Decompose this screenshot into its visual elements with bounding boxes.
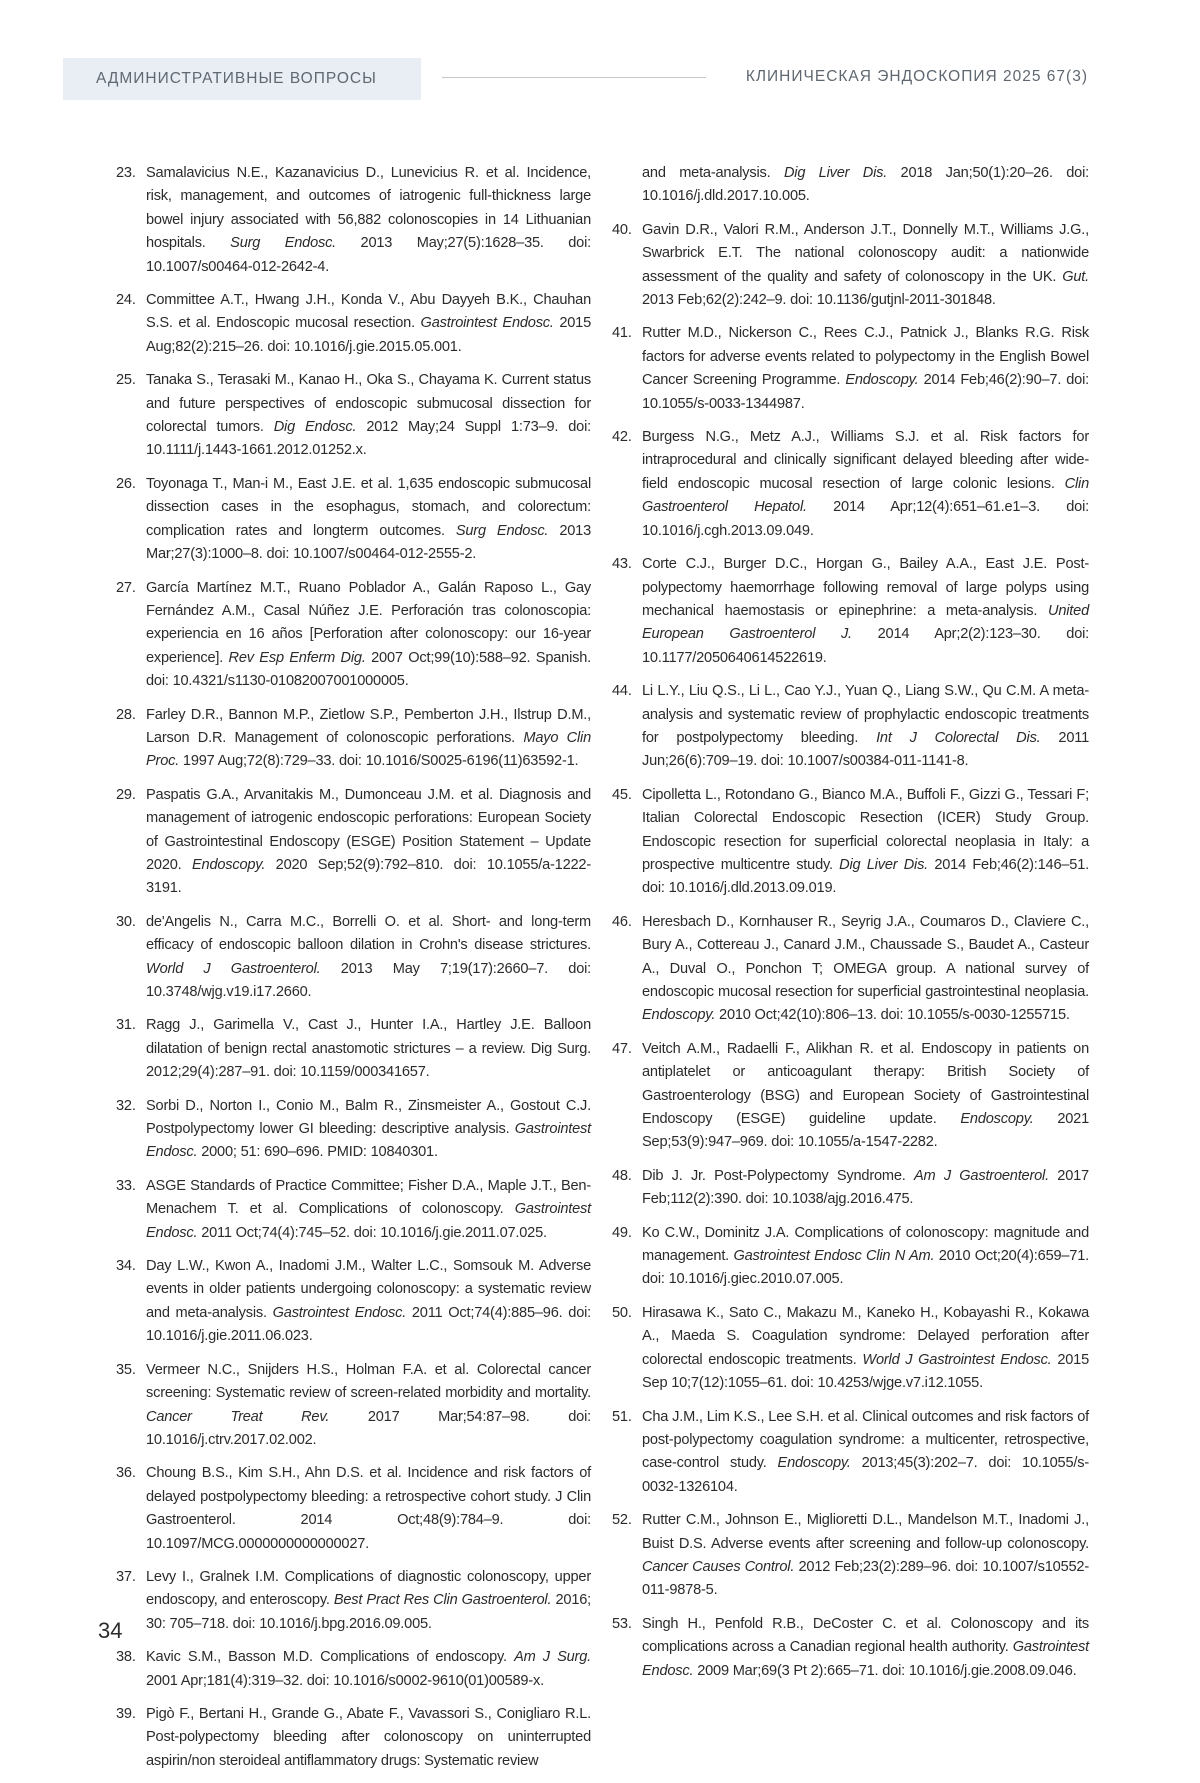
reference-item bbox=[116, 784, 591, 901]
reference-number: 48. bbox=[612, 1167, 632, 1184]
reference-column-right bbox=[612, 162, 1089, 1693]
reference-item bbox=[612, 1165, 1089, 1212]
reference-number: 34. bbox=[116, 1258, 136, 1275]
reference-number: 41. bbox=[612, 325, 632, 342]
reference-text: de'Angelis N., Carra M.C., Borrelli O. et al. Short- and long-term efficacy of endoscopic balloon dilation in Crohn's disease strictures. World J Gastroenterol. 2013 May 7;19(17):2660–7. doi: 10.3748/wjg.v19.i17.2660. bbox=[146, 913, 592, 1000]
reference-item bbox=[612, 1613, 1089, 1683]
reference-text: Paspatis G.A., Arvanitakis M., Dumonceau J.M. et al. Diagnosis and management of iatrogenic endoscopic perforations: European Society of Gastrointestinal Endoscopy (ESGE) Position Statement – Update 2020. Endoscopy. 2020 Sep;52(9):792–810. doi: 10.1055/a-1222-3191. bbox=[146, 786, 591, 897]
reference-text: and meta-analysis. Dig Liver Dis. 2018 Jan;50(1):20–26. doi: 10.1016/j.dld.2017.10.005. bbox=[642, 165, 1089, 205]
reference-number: 38. bbox=[116, 1649, 136, 1666]
reference-item bbox=[116, 473, 591, 567]
page-number: 34 bbox=[98, 1618, 123, 1643]
reference-text: Toyonaga T., Man-i M., East J.E. et al. 1,635 endoscopic submucosal dissection cases in the esophagus, stomach, and colorectum: complication rates and longterm outcomes. Surg Endosc. 2013 Mar;27(3):1000–8. doi: 10.1007/s00464-012-2555-2. bbox=[146, 475, 591, 563]
reference-number: 37. bbox=[116, 1568, 136, 1585]
reference-item bbox=[116, 1646, 591, 1693]
reference-text: Cipolletta L., Rotondano G., Bianco M.A., Buffoli F., Gizzi G., Tessari F; Italian Colorectal Endoscopic Resection (ICER) Study Group. Endoscopic resection for superficial colorectal neoplasia in Italy: a prospective multicentre study. Dig Liver Dis. 2014 Feb;46(2):146–51. doi: 10.1016/j.dld.2013.09.019. bbox=[642, 786, 1089, 897]
reference-item bbox=[612, 1222, 1089, 1292]
reference-text: Levy I., Gralnek I.M. Complications of diagnostic colonoscopy, upper endoscopy, and enteroscopy. Best Pract Res Clin Gastroenterol. 2016; 30: 705–718. doi: 10.1016/j.bpg.2016.09.005. bbox=[146, 1568, 592, 1632]
reference-item bbox=[116, 1566, 591, 1636]
reference-text: Ragg J., Garimella V., Cast J., Hunter I.A., Hartley J.E. Balloon dilatation of benign rectal anastomotic strictures – a review. Dig Surg. 2012;29(4):287–91. doi: 10.1159/000341657. bbox=[146, 1017, 591, 1081]
reference-text: Sorbi D., Norton I., Conio M., Balm R., Zinsmeister A., Gostout C.J. Postpolypectomy lower GI bleeding: descriptive analysis. Gastrointest Endosc. 2000; 51: 690–696. PMID: 10840301. bbox=[146, 1097, 591, 1161]
reference-text: Li L.Y., Liu Q.S., Li L., Cao Y.J., Yuan Q., Liang S.W., Qu C.M. A meta-analysis and systematic review of prophylactic endoscopic treatments for postpolypectomy bleeding. Int J Colorectal Dis. 2011 Jun;26(6):709–19. doi: 10.1007/s00384-011-1141-8. bbox=[642, 683, 1090, 770]
reference-text: Farley D.R., Bannon M.P., Zietlow S.P., Pemberton J.H., Ilstrup D.M., Larson D.R. Management of colonoscopic perforations. Mayo Clin Proc. 1997 Aug;72(8):729–33. doi: 10.1016/S0025-6196(11)63592-1. bbox=[146, 706, 591, 770]
reference-text: Singh H., Penfold R.B., DeCoster C. et al. Colonoscopy and its complications across a Canadian regional health authority. Gastrointest Endosc. 2009 Mar;69(3 Pt 2):665–71. doi: 10.1016/j.gie.2008.09.046. bbox=[642, 1615, 1089, 1679]
reference-list-right bbox=[612, 162, 1089, 1683]
reference-number: 40. bbox=[612, 221, 632, 238]
reference-item bbox=[116, 1462, 591, 1556]
reference-item bbox=[612, 1302, 1089, 1396]
reference-number: 29. bbox=[116, 786, 136, 803]
reference-text: Hirasawa K., Sato C., Makazu M., Kaneko H., Kobayashi R., Kokawa A., Maeda S. Coagulation syndrome: Delayed perforation after colorectal endoscopic treatments. World J Gastrointest Endosc. 2015 Sep 10;7(12):1055–61. doi: 10.4253/wjge.v7.i12.1055. bbox=[642, 1304, 1089, 1392]
reference-text: Corte C.J., Burger D.C., Horgan G., Bailey A.A., East J.E. Post-polypectomy haemorrhage following removal of large polyps using mechanical haemostasis or epinephrine: a meta-analysis. United European Gastroenterol J. 2014 Apr;2(2):123–30. doi: 10.1177/2050640614522619. bbox=[642, 556, 1090, 666]
reference-item bbox=[612, 322, 1089, 416]
reference-number: 51. bbox=[612, 1408, 632, 1425]
reference-item bbox=[116, 911, 591, 1005]
reference-item bbox=[116, 577, 591, 694]
reference-item bbox=[116, 162, 591, 279]
reference-item bbox=[612, 784, 1089, 901]
reference-item bbox=[612, 1406, 1089, 1500]
reference-item bbox=[116, 1359, 591, 1453]
reference-number: 39. bbox=[116, 1705, 136, 1722]
reference-text: Rutter M.D., Nickerson C., Rees C.J., Patnick J., Blanks R.G. Risk factors for adverse events related to polypectomy in the English Bowel Cancer Screening Programme. Endoscopy. 2014 Feb;46(2):90–7. doi: 10.1055/s-0033-1344987. bbox=[642, 325, 1089, 412]
reference-text: Tanaka S., Terasaki M., Kanao H., Oka S., Chayama K. Current status and future perspectives of endoscopic submucosal dissection for colorectal tumors. Dig Endosc. 2012 May;24 Suppl 1:73–9. doi: 10.1111/j.1443-1661.2012.01252.x. bbox=[146, 372, 591, 459]
header-divider bbox=[442, 77, 706, 78]
reference-text: Ko C.W., Dominitz J.A. Complications of colonoscopy: magnitude and management. Gastrointest Endosc Clin N Am. 2010 Oct;20(4):659–71. doi: 10.1016/j.giec.2010.07.005. bbox=[642, 1224, 1089, 1288]
reference-item bbox=[116, 1095, 591, 1165]
reference-item bbox=[116, 289, 591, 359]
reference-text: Veitch A.M., Radaelli F., Alikhan R. et al. Endoscopy in patients on antiplatelet or anticoagulant therapy: British Society of Gastroenterology (BSG) and European Society of Gastrointestinal Endoscopy (ESGE) guideline update. Endoscopy. 2021 Sep;53(9):947–969. doi: 10.1055/a-1547-2282. bbox=[642, 1040, 1089, 1151]
reference-item bbox=[116, 1014, 591, 1084]
reference-number: 53. bbox=[612, 1615, 632, 1632]
reference-item bbox=[116, 1255, 591, 1349]
reference-list-left bbox=[116, 162, 591, 1773]
reference-text: Cha J.M., Lim K.S., Lee S.H. et al. Clinical outcomes and risk factors of post-polypectomy coagulation syndrome: a multicenter, retrospective, case-control study. Endoscopy. 2013;45(3):202–7. doi: 10.1055/s-0032-1326104. bbox=[642, 1408, 1090, 1495]
reference-text: Day L.W., Kwon A., Inadomi J.M., Walter L.C., Somsouk M. Adverse events in older patients undergoing colonoscopy: a systematic review and meta-analysis. Gastrointest Endosc. 2011 Oct;74(4):885–96. doi: 10.1016/j.gie.2011.06.023. bbox=[146, 1258, 592, 1345]
reference-item bbox=[612, 1509, 1089, 1603]
reference-number: 44. bbox=[612, 683, 632, 700]
reference-number: 26. bbox=[116, 475, 136, 492]
reference-number: 52. bbox=[612, 1512, 632, 1529]
reference-text: Heresbach D., Kornhauser R., Seyrig J.A., Coumaros D., Claviere C., Bury A., Cottereau J., Canard J.M., Chaussade S., Baudet A., Casteur A., Duval O., Ponchon T; OMEGA group. A national survey of endoscopic mucosal resection for superficial gastrointestinal neoplasia. Endoscopy. 2010 Oct;42(10):806–13. doi: 10.1055/s-0030-1255715. bbox=[642, 913, 1089, 1024]
reference-number: 50. bbox=[612, 1304, 632, 1321]
reference-text: Vermeer N.C., Snijders H.S., Holman F.A. et al. Colorectal cancer screening: Systematic review of screen-related morbidity and mortality. Cancer Treat Rev. 2017 Mar;54:87–98. doi: 10.1016/j.ctrv.2017.02.002. bbox=[146, 1361, 591, 1448]
reference-text: Gavin D.R., Valori R.M., Anderson J.T., Donnelly M.T., Williams J.G., Swarbrick E.T. The national colonoscopy audit: a nationwide assessment of the quality and safety of colonoscopy in the UK. Gut. 2013 Feb;62(2):242–9. doi: 10.1136/gutjnl-2011-301848. bbox=[642, 221, 1089, 309]
reference-number: 25. bbox=[116, 372, 136, 389]
reference-item bbox=[612, 911, 1089, 1028]
reference-number: 35. bbox=[116, 1361, 136, 1378]
reference-number: 46. bbox=[612, 913, 632, 930]
reference-number: 28. bbox=[116, 706, 136, 723]
reference-item bbox=[116, 1175, 591, 1245]
reference-text: Samalavicius N.E., Kazanavicius D., Lunevicius R. et al. Incidence, risk, management, and outcomes of iatrogenic full-thickness large bowel injury associated with 56,882 colonoscopies in 14 Lithuanian hospitals. Surg Endosc. 2013 May;27(5):1628–35. doi: 10.1007/s00464-012-2642-4. bbox=[146, 165, 591, 275]
reference-text: Kavic S.M., Basson M.D. Complications of endoscopy. Am J Surg. 2001 Apr;181(4):319–32. doi: 10.1016/s0002-9610(01)00589-x. bbox=[146, 1649, 591, 1689]
reference-item bbox=[612, 426, 1089, 543]
reference-item bbox=[612, 219, 1089, 313]
reference-text: ASGE Standards of Practice Committee; Fisher D.A., Maple J.T., Ben-Menachem T. et al. Complications of colonoscopy. Gastrointest Endosc. 2011 Oct;74(4):745–52. doi: 10.1016/j.gie.2011.07.025. bbox=[146, 1177, 591, 1241]
reference-item bbox=[116, 369, 591, 463]
reference-number: 23. bbox=[116, 165, 136, 181]
reference-number: 47. bbox=[612, 1040, 632, 1057]
reference-item bbox=[612, 680, 1089, 774]
reference-number: 36. bbox=[116, 1465, 136, 1482]
reference-item bbox=[116, 704, 591, 774]
reference-text: Pigò F., Bertani H., Grande G., Abate F., Vavassori S., Conigliaro R.L. Post-polypectomy bleeding after colonoscopy on uninterrupted aspirin/non steroideal antiflammatory drugs: Systematic review bbox=[146, 1705, 591, 1769]
header-section-band bbox=[63, 58, 421, 100]
reference-item bbox=[612, 1038, 1089, 1155]
reference-column-left bbox=[116, 162, 591, 1783]
reference-number: 43. bbox=[612, 556, 632, 573]
reference-number: 45. bbox=[612, 786, 632, 803]
reference-item-continued bbox=[612, 162, 1089, 209]
reference-number: 49. bbox=[612, 1224, 632, 1241]
reference-number: 42. bbox=[612, 429, 632, 446]
reference-number: 32. bbox=[116, 1097, 136, 1114]
reference-number: 24. bbox=[116, 292, 136, 309]
reference-number: 31. bbox=[116, 1017, 136, 1034]
reference-number: 27. bbox=[116, 579, 136, 596]
reference-text: García Martínez M.T., Ruano Poblador A., Galán Raposo L., Gay Fernández A.M., Casal Núñez J.E. Perforación tras colonoscopia: experiencia en 16 años [Perforation after colonoscopy: our 16-year experience]. Rev Esp Enferm Dig. 2007 Oct;99(10):588–92. Spanish. doi: 10.4321/s1130-01082007001000005. bbox=[146, 579, 591, 690]
reference-text: Rutter C.M., Johnson E., Miglioretti D.L., Mandelson M.T., Inadomi J., Buist D.S. Adverse events after screening and follow-up colonoscopy. Cancer Causes Control. 2012 Feb;23(2):289–96. doi: 10.1007/s10552-011-9878-5. bbox=[642, 1512, 1089, 1599]
reference-number: 33. bbox=[116, 1177, 136, 1194]
reference-text: Dib J. Jr. Post-Polypectomy Syndrome. Am J Gastroenterol. 2017 Feb;112(2):390. doi: 10.1038/ajg.2016.475. bbox=[642, 1167, 1089, 1208]
header-section-title: АДМИНИСТРАТИВНЫЕ ВОПРОСЫ bbox=[96, 70, 377, 87]
header-journal-title: КЛИНИЧЕСКАЯ ЭНДОСКОПИЯ 2025 67(3) bbox=[745, 68, 1088, 85]
reference-text: Burgess N.G., Metz A.J., Williams S.J. et al. Risk factors for intraprocedural and clinically significant delayed bleeding after wide-field endoscopic mucosal resection of large colonic lesions. Clin Gastroenterol Hepatol. 2014 Apr;12(4):651–61.e1–3. doi: 10.1016/j.cgh.2013.09.049. bbox=[642, 429, 1089, 539]
reference-item bbox=[612, 553, 1089, 670]
reference-number: 30. bbox=[116, 913, 136, 930]
reference-text: Choung B.S., Kim S.H., Ahn D.S. et al. Incidence and risk factors of delayed postpolypectomy bleeding: a retrospective cohort study. J Clin Gastroenterol. 2014 Oct;48(9):784–9. doi: 10.1097/MCG.0000000000000027. bbox=[146, 1465, 591, 1552]
reference-text: Committee A.T., Hwang J.H., Konda V., Abu Dayyeh B.K., Chauhan S.S. et al. Endoscopic mucosal resection. Gastrointest Endosc. 2015 Aug;82(2):215–26. doi: 10.1016/j.gie.2015.05.001. bbox=[146, 292, 592, 355]
